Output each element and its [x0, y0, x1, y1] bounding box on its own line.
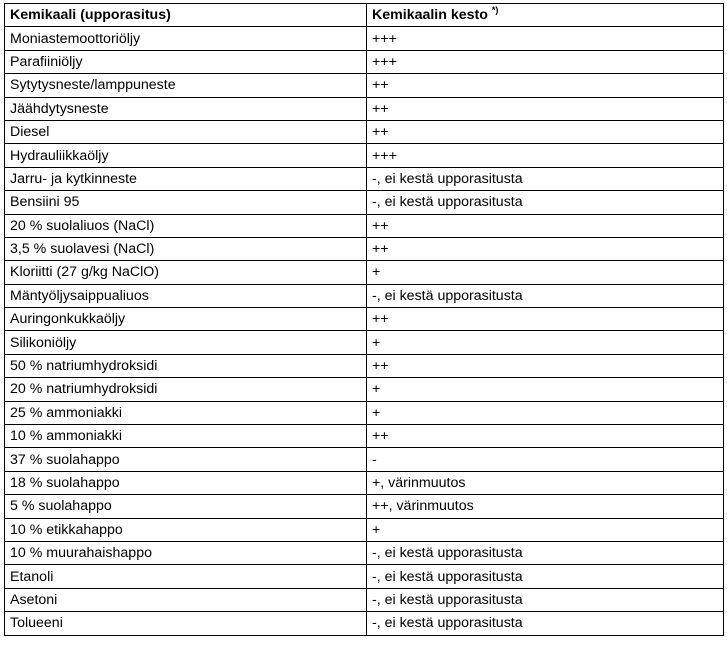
chemical-cell: 3,5 % suolavesi (NaCl): [5, 237, 367, 260]
table-row: [5, 471, 724, 494]
table-row: [5, 261, 724, 284]
resistance-cell: -, ei kestä upporasitusta: [367, 565, 724, 588]
resistance-cell: -, ei kestä upporasitusta: [367, 612, 724, 635]
table-row: [5, 354, 724, 377]
table-row: [5, 448, 724, 471]
header-resistance-footnote-mark: *): [491, 5, 499, 16]
resistance-cell: -, ei kestä upporasitusta: [367, 284, 724, 307]
chemical-cell: Asetoni: [5, 588, 367, 611]
table-row: [5, 214, 724, 237]
table-row: [5, 308, 724, 331]
header-resistance: [367, 4, 724, 27]
resistance-cell: +: [367, 261, 724, 284]
chemical-cell: Jäähdytysneste: [5, 97, 367, 120]
chemical-cell: Kloriitti (27 g/kg NaClO): [5, 261, 367, 284]
resistance-cell: ++: [367, 214, 724, 237]
chemical-cell: Moniastemoottoriöljy: [5, 27, 367, 50]
table-row: [5, 495, 724, 518]
chemical-cell: Etanoli: [5, 565, 367, 588]
table-row: [5, 331, 724, 354]
resistance-cell: +: [367, 518, 724, 541]
resistance-cell: ++: [367, 308, 724, 331]
table-body: [5, 27, 724, 635]
chemical-cell: Sytytysneste/lamppuneste: [5, 74, 367, 97]
table-row: [5, 518, 724, 541]
table-row: [5, 191, 724, 214]
chemical-cell: 20 % suolaliuos (NaCl): [5, 214, 367, 237]
resistance-cell: +++: [367, 144, 724, 167]
resistance-cell: ++: [367, 425, 724, 448]
table-row: [5, 588, 724, 611]
table-row: [5, 27, 724, 50]
resistance-cell: ++: [367, 237, 724, 260]
table-row: [5, 97, 724, 120]
chemical-cell: 50 % natriumhydroksidi: [5, 354, 367, 377]
chemical-cell: Bensiini 95: [5, 191, 367, 214]
resistance-cell: -, ei kestä upporasitusta: [367, 588, 724, 611]
chemical-cell: Auringonkukkaöljy: [5, 308, 367, 331]
chemical-cell: 37 % suolahappo: [5, 448, 367, 471]
chemical-cell: Mäntyöljysaippualiuos: [5, 284, 367, 307]
resistance-cell: +++: [367, 50, 724, 73]
header-chemical-label: Kemikaali (upporasitus): [10, 7, 171, 24]
resistance-cell: +: [367, 378, 724, 401]
chemical-cell: 5 % suolahappo: [5, 495, 367, 518]
table-row: [5, 120, 724, 143]
table-row: [5, 401, 724, 424]
header-row: [5, 4, 724, 27]
chemical-cell: Diesel: [5, 120, 367, 143]
resistance-cell: +: [367, 401, 724, 424]
resistance-cell: -, ei kestä upporasitusta: [367, 191, 724, 214]
table-row: [5, 565, 724, 588]
chemical-cell: Parafiiniöljy: [5, 50, 367, 73]
chemical-cell: Hydrauliikkaöljy: [5, 144, 367, 167]
chemical-cell: 10 % ammoniakki: [5, 425, 367, 448]
table-row: [5, 541, 724, 564]
chemical-cell: 18 % suolahappo: [5, 471, 367, 494]
table-row: [5, 378, 724, 401]
chemical-cell: Tolueeni: [5, 612, 367, 635]
table-row: [5, 612, 724, 635]
resistance-cell: -, ei kestä upporasitusta: [367, 167, 724, 190]
table-row: [5, 425, 724, 448]
chemical-cell: 25 % ammoniakki: [5, 401, 367, 424]
table-row: [5, 144, 724, 167]
resistance-cell: ++: [367, 97, 724, 120]
resistance-cell: ++: [367, 74, 724, 97]
table-row: [5, 284, 724, 307]
chemical-cell: 10 % muurahaishappo: [5, 541, 367, 564]
table-row: [5, 74, 724, 97]
resistance-cell: ++: [367, 120, 724, 143]
table-header: [5, 4, 724, 27]
chemical-cell: Silikoniöljy: [5, 331, 367, 354]
resistance-cell: ++, värinmuutos: [367, 495, 724, 518]
header-chemical: [5, 4, 367, 27]
resistance-cell: +++: [367, 27, 724, 50]
resistance-cell: -: [367, 448, 724, 471]
chemical-cell: 10 % etikkahappo: [5, 518, 367, 541]
resistance-cell: +, värinmuutos: [367, 471, 724, 494]
resistance-cell: ++: [367, 354, 724, 377]
table-row: [5, 167, 724, 190]
resistance-cell: +: [367, 331, 724, 354]
chemical-cell: 20 % natriumhydroksidi: [5, 378, 367, 401]
table-row: [5, 50, 724, 73]
chemical-resistance-table: [4, 3, 724, 636]
table-row: [5, 237, 724, 260]
header-resistance-label: Kemikaalin kesto: [372, 7, 488, 24]
chemical-cell: Jarru- ja kytkinneste: [5, 167, 367, 190]
chemical-resistance-table-container: [4, 3, 723, 636]
resistance-cell: -, ei kestä upporasitusta: [367, 541, 724, 564]
